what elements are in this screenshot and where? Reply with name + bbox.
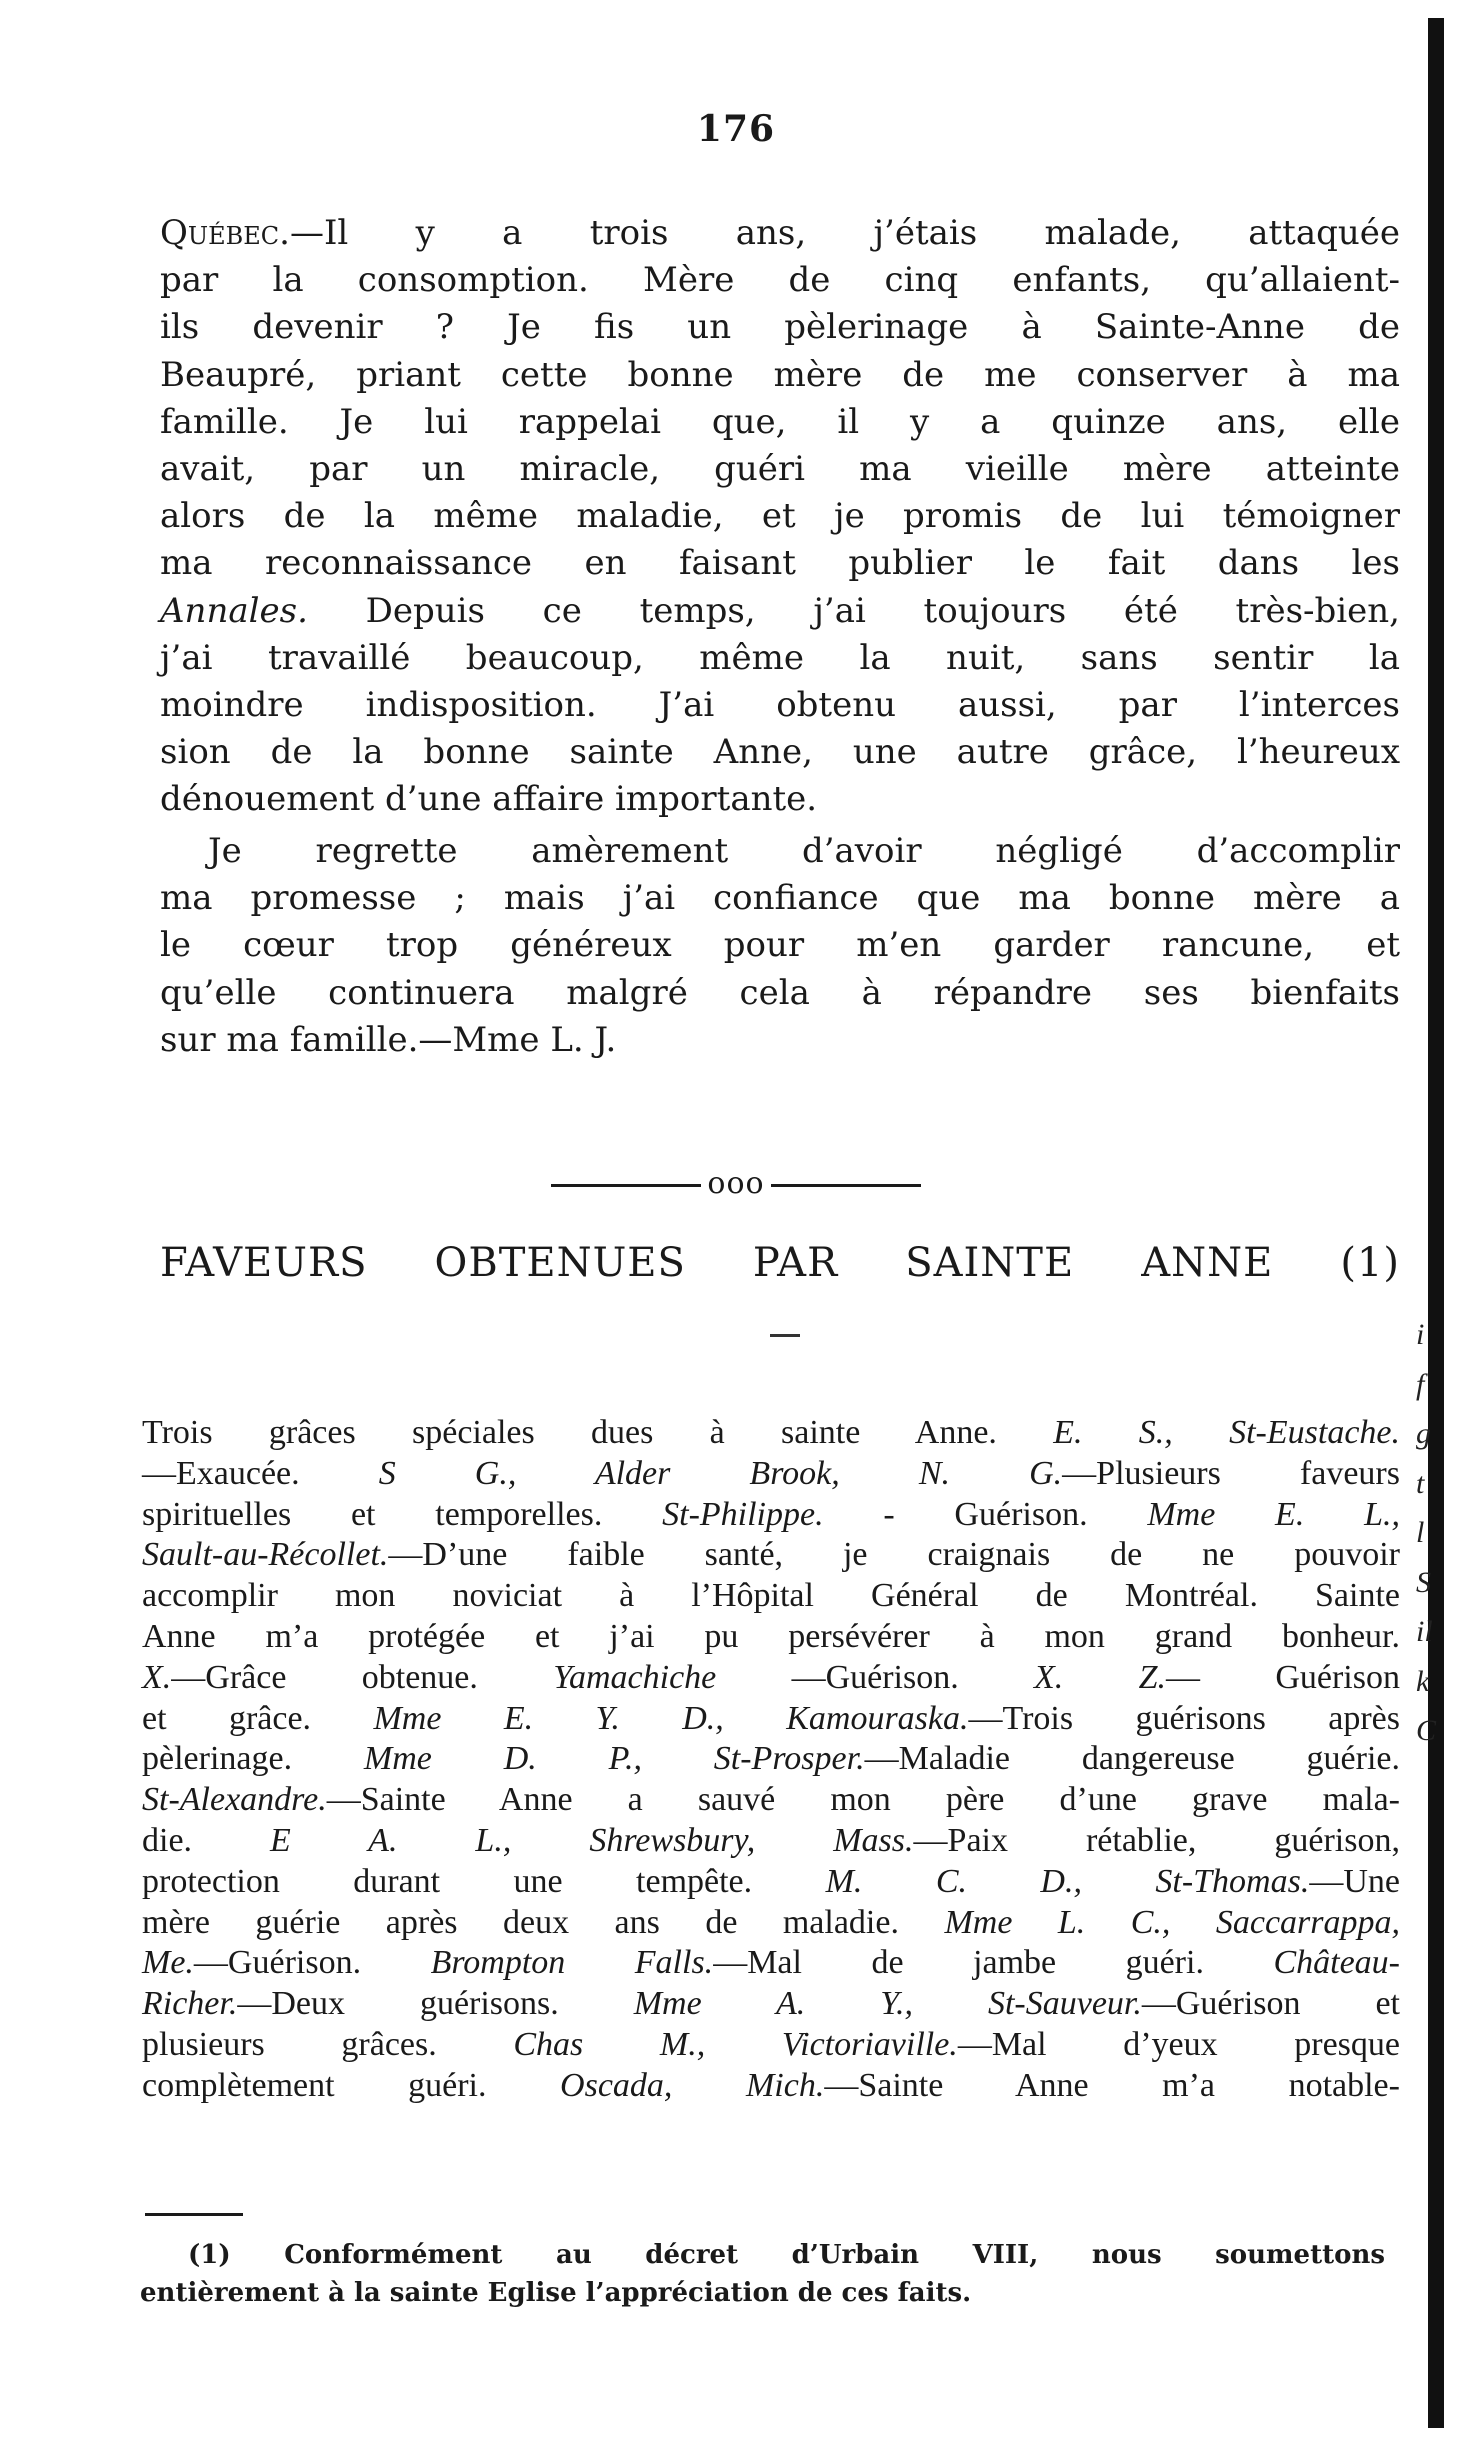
section-heading: FAVEURS OBTENUES PAR SAINTE ANNE (1) [160, 1240, 1400, 1286]
italic-name: S G., Alder Brook, N. G. [378, 1454, 1063, 1492]
text-line: Je regrette amèrement d’avoir négligé d’accomplir [208, 831, 1400, 871]
favours-line: die. E A. L., Shrewsbury, Mass.—Paix rétablie, guérison, [142, 1821, 1400, 1859]
text-line: famille. Je lui rappelai que, il y a quinze ans, elle [160, 401, 1400, 442]
text-line: ma reconnaissance en faisant publier le fait dans les [160, 543, 1400, 584]
italic-name: Mme E. L., [1147, 1495, 1400, 1533]
italic-name: Mme E. Y. D., Kamouraska. [373, 1699, 969, 1737]
italic-name: Sault-au-Récollet. [142, 1536, 389, 1574]
text-line [160, 210, 1400, 257]
italic-name: St-Philippe. [662, 1495, 824, 1533]
italic-name: Me. [142, 1944, 194, 1982]
separator-mark: ooo [707, 1166, 765, 1201]
text-line: moindre indisposition. J’ai obtenu aussi, par l’interces [160, 685, 1400, 726]
favours-line: mère guérie après deux ans de maladie. Mme L. C., Saccarrappa, [142, 1903, 1400, 1941]
favours-line: —Exaucée. S G., Alder Brook, N. G.—Plusieurs faveurs [142, 1454, 1400, 1492]
text-line: Annales. Depuis ce temps, j’ai toujours été très-bien, [160, 590, 1400, 631]
favours-line: Sault-au-Récollet.—D’une faible santé, je craignais de ne pouvoir [142, 1536, 1400, 1574]
margin-fragment: k [1416, 1664, 1430, 1698]
footnote-line: (1) Conformément au décret d’Urbain VIII, nous soumettons [188, 2240, 1385, 2270]
favours-line: pèlerinage. Mme D. P., St-Prosper.—Maladie dangereuse guérie. [142, 1740, 1401, 1778]
margin-fragment: g [1416, 1417, 1431, 1450]
italic-name: St-Alexandre. [142, 1781, 327, 1819]
favours-line: protection durant une tempête. M. C. D., St-Thomas.—Une [142, 1862, 1400, 1900]
text-line: le cœur trop généreux pour m’en garder rancune, et [160, 925, 1400, 966]
italic-name: Brompton Falls. [430, 1944, 714, 1982]
margin-fragment: i [1416, 1318, 1425, 1351]
text-line: ma promesse ; mais j’ai confiance que ma bonne mère a [160, 878, 1400, 919]
italic-name: E. S., St-Eustache. [1053, 1414, 1401, 1451]
page-number: 176 [696, 108, 776, 150]
margin-fragment: il [1416, 1615, 1433, 1648]
margin-fragment: l [1416, 1516, 1425, 1549]
italic-name: E A. L., Shrewsbury, Mass. [270, 1821, 914, 1859]
heading-dash [770, 1334, 800, 1337]
binding-edge [1428, 18, 1444, 2428]
italic-name: Richer. [142, 1985, 238, 2023]
margin-fragment: f [1416, 1367, 1425, 1401]
footnote-line: entièrement à la sainte Eglise l’appréciation de ces faits. [140, 2278, 972, 2308]
italic-name: M. C. D., St-Thomas. [825, 1862, 1310, 1900]
text-line: j’ai travaillé beaucoup, même la nuit, sans sentir la [160, 637, 1400, 678]
place-name: Québec. [160, 213, 290, 253]
italic-name: X. [142, 1658, 172, 1696]
favours-line: complètement guéri. Oscada, Mich.—Sainte Anne m’a notable- [142, 2066, 1400, 2104]
separator-rule-left [551, 1184, 701, 1187]
favours-line: et grâce. Mme E. Y. D., Kamouraska.—Trois guérisons après [142, 1699, 1400, 1737]
favours-line: Me.—Guérison. Brompton Falls.—Mal de jambe guéri. Château- [142, 1944, 1400, 1982]
testimony-paragraph-2 [160, 828, 1400, 1064]
italic-name: Mme D. P., St-Prosper. [363, 1740, 865, 1778]
favours-line: Richer.—Deux guérisons. Mme A. Y., St-Sauveur.—Guérison et [142, 1985, 1400, 2023]
favours-line: Anne m’a protégée et j’ai pu persévérer à mon grand bonheur. [142, 1617, 1400, 1655]
text-line: sion de la bonne sainte Anne, une autre grâce, l’heureux [160, 732, 1400, 773]
favours-line: accomplir mon noviciat à l’Hôpital Général de Montréal. Sainte [142, 1577, 1400, 1615]
italic-name: Mme A. Y., St-Sauveur. [633, 1985, 1142, 2023]
italic-name: Mme L. C., Saccarrappa, [944, 1903, 1400, 1941]
text-line: ils devenir ? Je fis un pèlerinage à Sainte-Anne de [160, 307, 1400, 348]
footnote [140, 2236, 1385, 2312]
separator-rule-right [771, 1184, 921, 1187]
text-line: Beaupré, priant cette bonne mère de me conserver à ma [160, 354, 1400, 395]
italic-name: Oscada, Mich. [560, 2066, 825, 2104]
favours-list [142, 1413, 1400, 2107]
footnote-rule [145, 2213, 243, 2216]
margin-fragment: t [1416, 1466, 1425, 1500]
text-line: sur ma famille.—Mme L. J. [160, 1019, 617, 1060]
margin-fragment: S [1416, 1565, 1431, 1599]
italic-name: Château- [1273, 1944, 1400, 1982]
text-line: avait, par un miracle, guéri ma vieille mère atteinte [160, 449, 1400, 490]
italic-title: Annales. [160, 590, 308, 631]
text-line: qu’elle continuera malgré cela à répandre ses bienfaits [160, 972, 1400, 1013]
margin-fragment: C [1416, 1714, 1437, 1747]
section-separator [0, 1166, 1472, 1201]
italic-name: Yamachiche [553, 1658, 717, 1696]
testimony-paragraph-1 [160, 210, 1400, 824]
favours-line: X.—Grâce obtenue. Yamachiche —Guérison. X. Z.— Guérison [142, 1658, 1400, 1696]
favours-line: St-Alexandre.—Sainte Anne a sauvé mon père d’une grave mala- [142, 1781, 1400, 1819]
text-line-content: —Il y a trois ans, j’étais malade, attaquée [289, 213, 1400, 253]
italic-name: Chas M., Victoriaville. [513, 2025, 958, 2063]
text-line: par la consomption. Mère de cinq enfants, qu’allaient- [160, 260, 1400, 301]
text-line: dénouement d’une affaire importante. [160, 779, 818, 820]
adjacent-page-fragments [1416, 1310, 1456, 1756]
favours-line: Trois grâces spéciales dues à sainte Anne. E. S., St-Eustache. [142, 1414, 1401, 1451]
text-line: alors de la même maladie, et je promis de lui témoigner [160, 496, 1400, 537]
favours-line: spirituelles et temporelles. St-Philippe. - Guérison. Mme E. L., [142, 1495, 1400, 1533]
favours-line: plusieurs grâces. Chas M., Victoriaville.—Mal d’yeux presque [142, 2025, 1400, 2063]
italic-name: X. Z. [1034, 1658, 1167, 1696]
